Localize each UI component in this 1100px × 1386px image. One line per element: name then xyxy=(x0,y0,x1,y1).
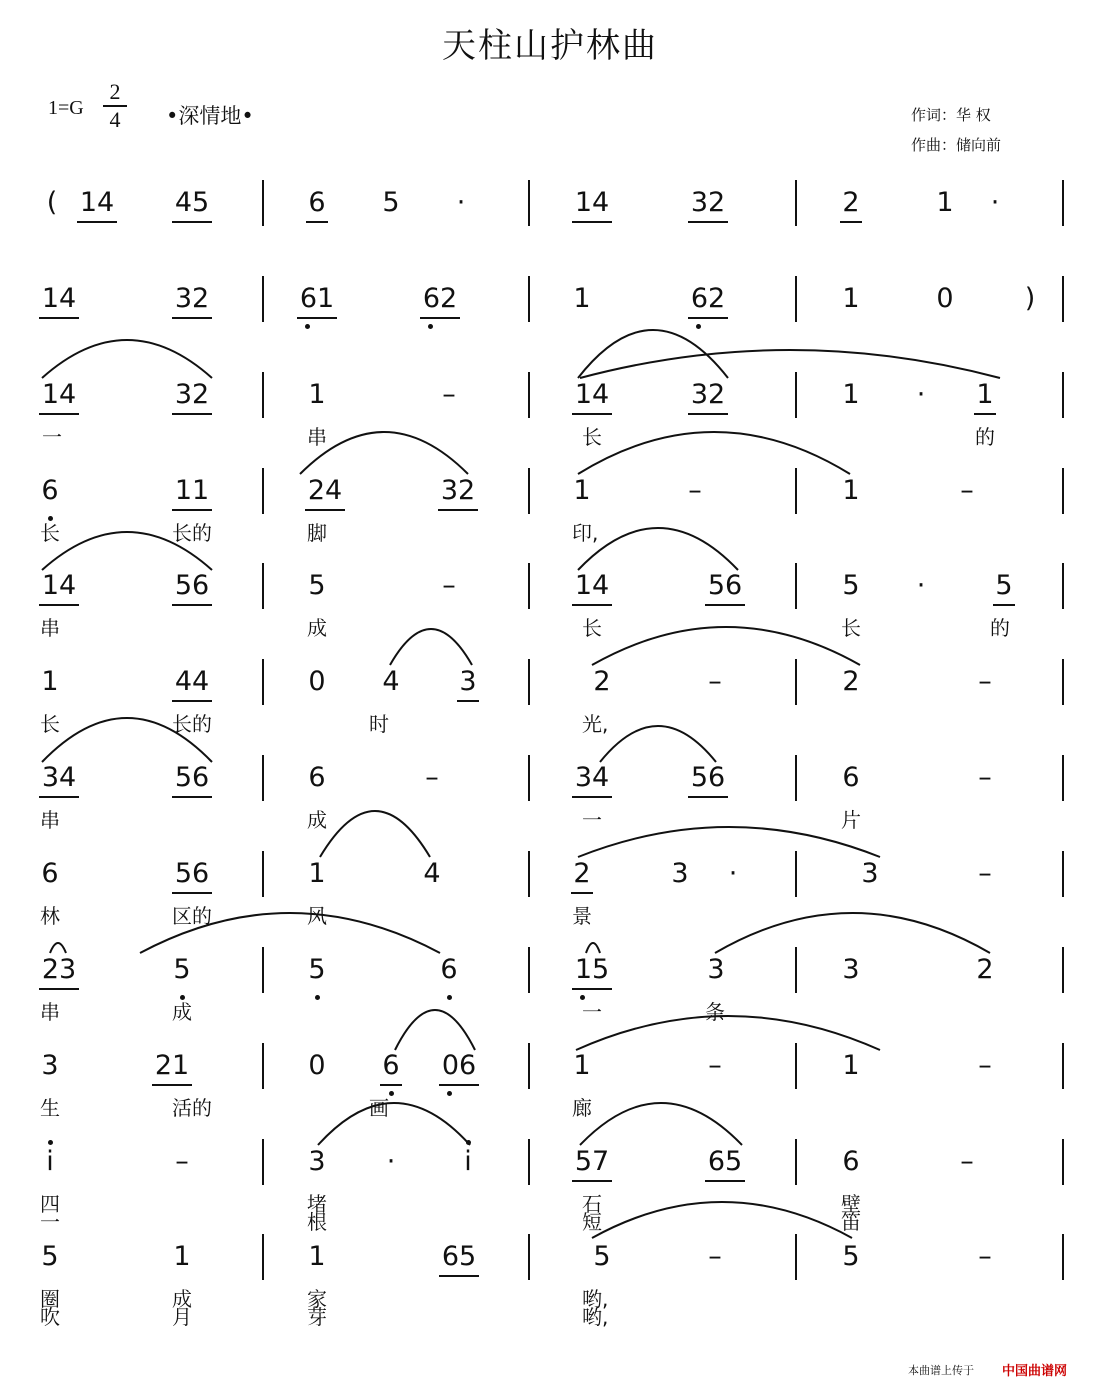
jianpu-note: 6 xyxy=(308,762,326,793)
jianpu-note: 14 xyxy=(574,379,610,410)
lyric-syllable: 一 xyxy=(582,1000,602,1024)
jianpu-note: 0 xyxy=(936,283,954,314)
jianpu-note: 6 xyxy=(440,954,458,985)
lyric-syllable: 长 xyxy=(40,712,60,736)
jianpu-note: i xyxy=(46,1146,54,1177)
jianpu-note: 5 xyxy=(173,954,191,985)
jianpu-note: 1 xyxy=(842,475,860,506)
jianpu-note: – xyxy=(175,1146,189,1177)
jianpu-note: 32 xyxy=(174,283,210,314)
jianpu-note: 62 xyxy=(422,283,458,314)
lyric-syllable: 壁 xyxy=(841,1192,861,1216)
jianpu-note: 2 xyxy=(976,954,994,985)
slur-arc xyxy=(42,340,212,378)
jianpu-note: 56 xyxy=(174,762,210,793)
jianpu-note: 14 xyxy=(41,570,77,601)
lyric-syllable: 画 xyxy=(369,1096,389,1120)
jianpu-note: 15 xyxy=(574,954,610,985)
lyric-syllable: 印, xyxy=(572,521,599,545)
lyric-syllable: 景 xyxy=(572,904,592,928)
jianpu-note: 6 xyxy=(842,1146,860,1177)
jianpu-note: 32 xyxy=(174,379,210,410)
jianpu-note: 2 xyxy=(573,858,591,889)
jianpu-note: – xyxy=(978,666,992,697)
lyric-syllable: 串 xyxy=(40,808,60,832)
jianpu-note: 1 xyxy=(573,475,591,506)
jianpu-note: 4 xyxy=(423,858,441,889)
lyric-syllable: 家 xyxy=(307,1287,327,1311)
jianpu-note: 3 xyxy=(41,1050,59,1081)
song-title: 天柱山护林曲 xyxy=(442,26,658,66)
jianpu-note: · xyxy=(456,187,466,218)
lyric-syllable: 成 xyxy=(172,1000,192,1024)
jianpu-note: 6 xyxy=(308,187,326,218)
lyric-syllable: 长 xyxy=(841,616,861,640)
slur-arc xyxy=(578,432,850,474)
jianpu-note: – xyxy=(442,379,456,410)
jianpu-note: · xyxy=(728,858,738,889)
jianpu-note: 5 xyxy=(593,1241,611,1272)
jianpu-note: 5 xyxy=(842,1241,860,1272)
jianpu-note: 5 xyxy=(41,1241,59,1272)
lyric-syllable: 月 xyxy=(172,1305,192,1329)
jianpu-note: – xyxy=(978,1050,992,1081)
jianpu-note: 0 xyxy=(308,666,326,697)
lyric-syllable: 生 xyxy=(40,1096,60,1120)
lyric-syllable: 堵 xyxy=(307,1192,327,1216)
lyric-syllable: 成 xyxy=(172,1287,192,1311)
jianpu-note: 34 xyxy=(574,762,610,793)
slur-arc xyxy=(586,943,600,953)
slur-arc xyxy=(318,1103,470,1145)
jianpu-note: 3 xyxy=(459,666,477,697)
lyric-syllable: 串 xyxy=(40,1000,60,1024)
jianpu-note: 65 xyxy=(441,1241,477,1272)
jianpu-note: 61 xyxy=(299,283,335,314)
jianpu-note: 2 xyxy=(842,666,860,697)
lyric-syllable: 脚 xyxy=(307,521,327,545)
site-logo: 中国曲谱网 xyxy=(1002,1364,1068,1379)
lyric-syllable: 哟, xyxy=(582,1287,609,1311)
lyric-syllable: 的 xyxy=(990,616,1010,640)
lyric-syllable: 串 xyxy=(307,425,327,449)
jianpu-note: 3 xyxy=(842,954,860,985)
lyric-syllable: 光, xyxy=(582,712,609,736)
jianpu-note: 32 xyxy=(690,187,726,218)
lyric-syllable: 成 xyxy=(307,808,327,832)
jianpu-note: 3 xyxy=(308,1146,326,1177)
lyric-syllable: 廊 xyxy=(572,1096,592,1120)
lyric-syllable: 长 xyxy=(582,616,602,640)
jianpu-note: 1 xyxy=(842,379,860,410)
slur-arc xyxy=(578,528,738,570)
jianpu-note: 4 xyxy=(382,666,400,697)
jianpu-note: 5 xyxy=(842,570,860,601)
composer-credit: 作曲：储向前 xyxy=(911,136,1002,154)
lyric-syllable: 一 xyxy=(40,1210,60,1234)
lyric-syllable: 笛 xyxy=(841,1210,861,1234)
jianpu-note: ( xyxy=(46,187,58,218)
jianpu-note: 32 xyxy=(690,379,726,410)
jianpu-note: · xyxy=(916,570,926,601)
jianpu-note: 62 xyxy=(690,283,726,314)
jianpu-note: 5 xyxy=(382,187,400,218)
jianpu-note: ) xyxy=(1024,283,1036,314)
lyric-syllable: 一 xyxy=(582,808,602,832)
jianpu-note: 56 xyxy=(174,858,210,889)
jianpu-note: – xyxy=(978,858,992,889)
jianpu-note: 5 xyxy=(308,570,326,601)
jianpu-note: 1 xyxy=(936,187,954,218)
jianpu-note: 14 xyxy=(574,570,610,601)
jianpu-note: 56 xyxy=(690,762,726,793)
slur-arc xyxy=(576,1016,880,1050)
lyric-syllable: 林 xyxy=(40,904,60,928)
jianpu-note: – xyxy=(978,1241,992,1272)
jianpu-note: 0 xyxy=(308,1050,326,1081)
jianpu-note: 6 xyxy=(842,762,860,793)
jianpu-note: – xyxy=(960,475,974,506)
lyric-syllable: 串 xyxy=(40,616,60,640)
jianpu-note: 1 xyxy=(308,379,326,410)
lyric-syllable: 成 xyxy=(307,616,327,640)
slur-arc xyxy=(600,726,716,762)
slur-arc xyxy=(300,432,468,474)
lyric-syllable: 的 xyxy=(975,425,995,449)
jianpu-note: 56 xyxy=(174,570,210,601)
jianpu-note: – xyxy=(708,1241,722,1272)
lyric-syllable: 芽 xyxy=(307,1305,327,1329)
lyricist-credit: 作词：华 权 xyxy=(911,106,991,124)
lyric-syllable: 条 xyxy=(705,1000,725,1024)
lyric-syllable: 长的 xyxy=(172,712,212,736)
jianpu-note: 21 xyxy=(154,1050,190,1081)
jianpu-note: – xyxy=(708,666,722,697)
jianpu-note: 6 xyxy=(41,858,59,889)
time-numerator: 2 xyxy=(109,79,121,104)
lyric-syllable: 四 xyxy=(40,1192,60,1216)
lyric-syllable: 哟, xyxy=(582,1305,609,1329)
jianpu-note: 1 xyxy=(308,858,326,889)
jianpu-note: 2 xyxy=(593,666,611,697)
jianpu-note: 14 xyxy=(41,379,77,410)
jianpu-note: 14 xyxy=(79,187,115,218)
slur-arc xyxy=(578,827,880,857)
slur-arc xyxy=(140,913,440,953)
lyric-syllable: 长 xyxy=(582,425,602,449)
jianpu-note: 06 xyxy=(441,1050,477,1081)
jianpu-note: 14 xyxy=(41,283,77,314)
jianpu-note: – xyxy=(708,1050,722,1081)
time-denominator: 4 xyxy=(109,107,121,132)
jianpu-note: 1 xyxy=(573,283,591,314)
slur-arc xyxy=(592,627,860,665)
jianpu-note: 1 xyxy=(173,1241,191,1272)
slur-arc xyxy=(50,943,66,953)
lyric-syllable: 区的 xyxy=(172,904,212,928)
jianpu-note: 5 xyxy=(308,954,326,985)
jianpu-note: 56 xyxy=(707,570,743,601)
jianpu-note: – xyxy=(688,475,702,506)
slur-arc xyxy=(390,629,472,665)
lyric-syllable: 石 xyxy=(582,1192,602,1216)
jianpu-note: – xyxy=(960,1146,974,1177)
jianpu-note: 1 xyxy=(573,1050,591,1081)
jianpu-note: · xyxy=(990,187,1000,218)
jianpu-note: 6 xyxy=(41,475,59,506)
lyric-syllable: 长的 xyxy=(172,521,212,545)
lyric-syllable: 吹 xyxy=(40,1305,60,1329)
lyric-syllable: 时 xyxy=(369,712,389,736)
slur-arc xyxy=(592,1202,852,1238)
jianpu-note: 44 xyxy=(174,666,210,697)
jianpu-note: 32 xyxy=(440,475,476,506)
lyric-syllable: 风 xyxy=(307,904,327,928)
jianpu-note: 65 xyxy=(707,1146,743,1177)
slur-arc xyxy=(715,913,990,953)
jianpu-note: 24 xyxy=(307,475,343,506)
lyric-syllable: 活的 xyxy=(172,1096,212,1120)
jianpu-note: 5 xyxy=(995,570,1013,601)
slur-arc xyxy=(580,1103,742,1145)
jianpu-note: – xyxy=(442,570,456,601)
jianpu-note: – xyxy=(425,762,439,793)
jianpu-note: 1 xyxy=(308,1241,326,1272)
jianpu-note: i xyxy=(464,1146,472,1177)
jianpu-note: 3 xyxy=(861,858,879,889)
jianpu-note: 34 xyxy=(41,762,77,793)
lyric-syllable: 长 xyxy=(40,521,60,545)
jianpu-note: 23 xyxy=(41,954,77,985)
jianpu-note: · xyxy=(916,379,926,410)
jianpu-note: 1 xyxy=(976,379,994,410)
tempo-marking: •深情地• xyxy=(166,104,254,128)
lyric-syllable: 根 xyxy=(307,1210,327,1234)
jianpu-note: 6 xyxy=(382,1050,400,1081)
key-signature: 1=G xyxy=(48,97,84,119)
slur-arc xyxy=(395,1010,475,1050)
lyric-syllable: 片 xyxy=(841,808,861,832)
jianpu-note: 3 xyxy=(671,858,689,889)
footer-text: 本曲谱上传于 xyxy=(908,1364,974,1377)
jianpu-note: 1 xyxy=(842,283,860,314)
jianpu-note: 45 xyxy=(174,187,210,218)
lyric-syllable: 圈 xyxy=(40,1287,60,1311)
slur-arc xyxy=(42,532,212,570)
lyric-syllable: 一 xyxy=(42,425,62,449)
slur-arc xyxy=(580,350,1000,378)
jianpu-note: 11 xyxy=(174,475,210,506)
jianpu-note: 1 xyxy=(41,666,59,697)
lyric-syllable: 短 xyxy=(582,1210,602,1234)
jianpu-note: 2 xyxy=(842,187,860,218)
jianpu-note: 14 xyxy=(574,187,610,218)
slur-arc xyxy=(42,718,212,762)
jianpu-note: · xyxy=(386,1146,396,1177)
jianpu-note: 1 xyxy=(842,1050,860,1081)
jianpu-note: 3 xyxy=(707,954,725,985)
jianpu-note: 57 xyxy=(574,1146,610,1177)
slur-arc xyxy=(320,811,430,857)
jianpu-note: – xyxy=(978,762,992,793)
